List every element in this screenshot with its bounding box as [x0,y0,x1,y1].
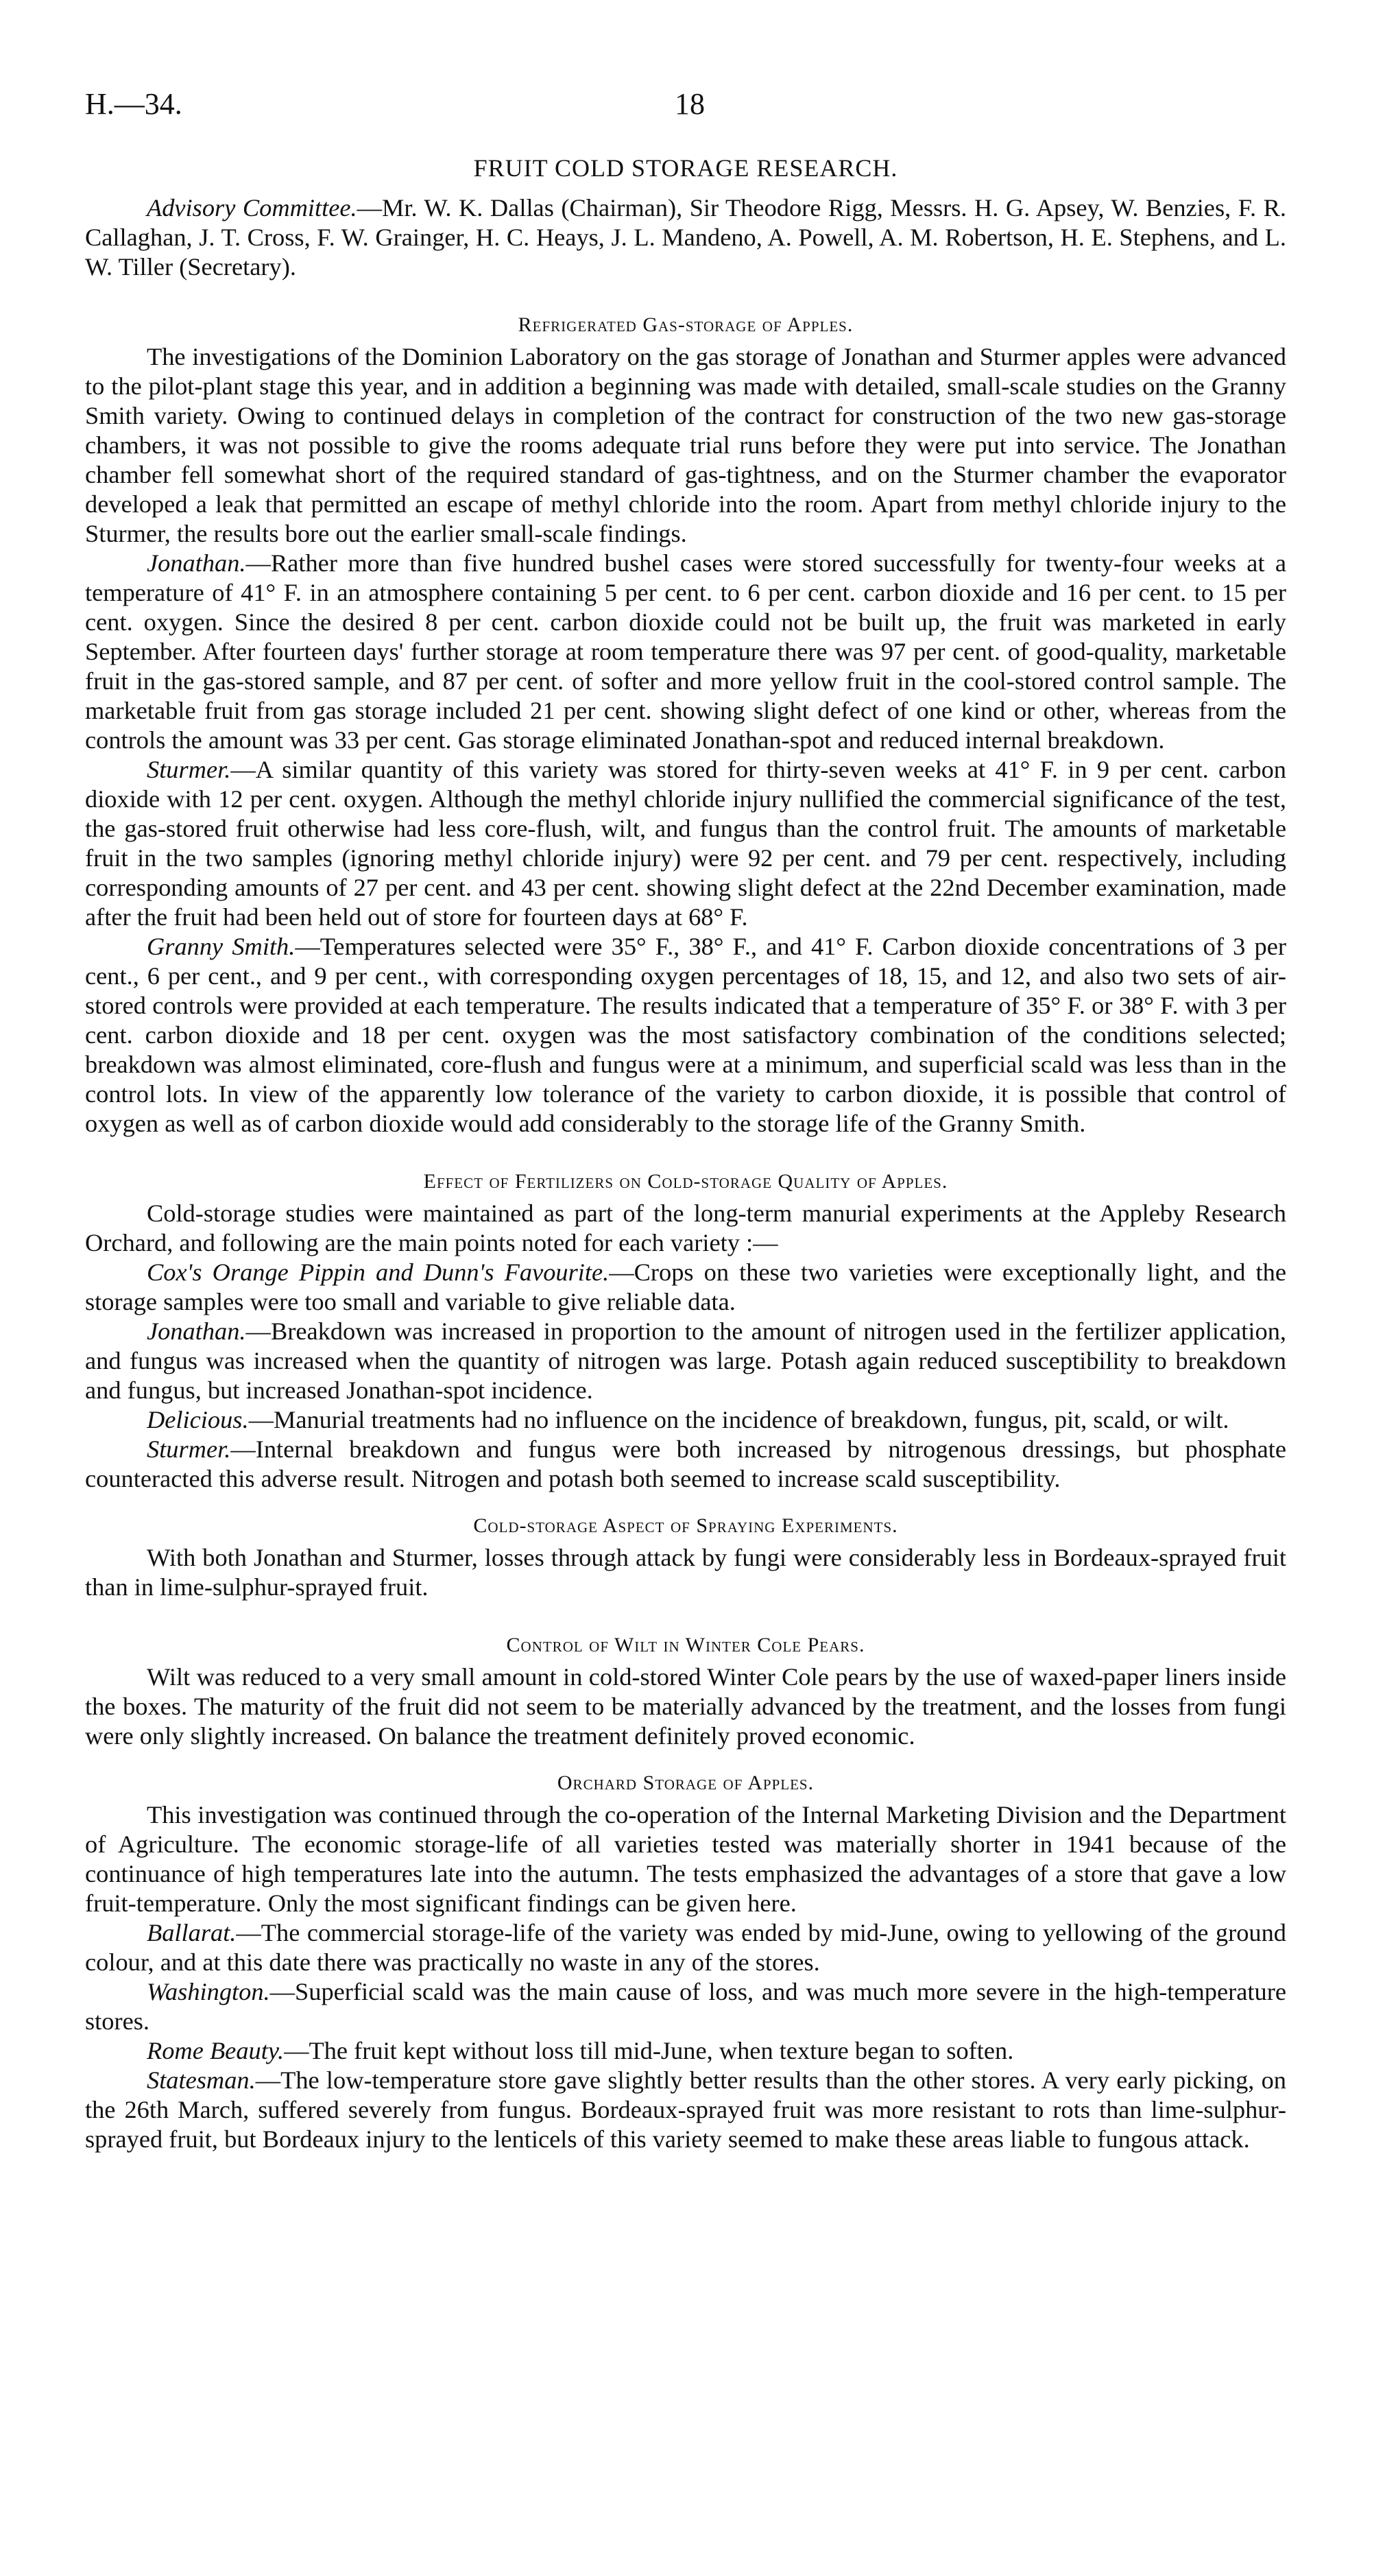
paragraph-text: —The fruit kept without loss till mid-June, when texture began to soften. [284,2037,1014,2064]
running-head [85,75,1286,130]
page [85,75,1286,2154]
paragraph [85,1543,1286,1602]
paragraph-lead: Delicious. [147,1406,249,1433]
paragraph-lead: Jonathan. [147,549,246,577]
section-heading: Refrigerated Gas-storage of Apples. [518,313,854,336]
page-number: 18 [675,87,705,121]
paragraph [85,1317,1286,1405]
paragraph [85,1662,1286,1751]
document-reference: H.—34. [85,87,182,121]
paragraph-text: The investigations of the Dominion Laboratory on the gas storage of Jonathan and Sturmer apples were advanced to the pilot-plant stage this year, and in addition a beginning was made with detailed, small-scale studies on the Granny Smith variety. Owing to continued delays in completion of the contract for construction of the two new gas-storage chambers, it was not possible to give the rooms adequate trial runs before they were put into service. The Jonathan chamber fell somewhat short of the required standard of gas-tightness, and on the Sturmer chamber the evaporator developed a leak that permitted an escape of methyl chloride into the room. Apart from methyl chloride injury to the Sturmer, the results bore out the earlier small-scale findings. [85,343,1286,547]
paragraph-text: —Rather more than five hundred bushel cases were stored successfully for twenty-four weeks at a temperature of 41° F. in an atmosphere containing 5 per cent. to 6 per cent. carbon dioxide and 16 per cent. to 15 per cent. oxygen. Since the desired 8 per cent. carbon dioxide could not be built up, the fruit was marketed in early September. After fourteen days' further storage at room temperature there was 97 per cent. of good-quality, marketable fruit in the gas-stored sample, and 87 per cent. of softer and more yellow fruit in the cool-stored control sample. The marketable fruit from gas storage included 21 per cent. showing slight defect of one kind or other, whereas from the controls the amount was 33 per cent. Gas storage eliminated Jonathan-spot and reduced internal breakdown. [85,549,1286,754]
paragraph-text: With both Jonathan and Sturmer, losses through attack by fungi were considerably less in Bordeaux-sprayed fruit than in lime-sulphur-sprayed fruit. [85,1544,1286,1601]
paragraph [85,549,1286,755]
paragraph-lead: Sturmer. [147,756,231,783]
paragraph [85,1800,1286,1918]
paragraph-lead: Jonathan. [147,1317,246,1345]
paragraph-text: Wilt was reduced to a very small amount in cold-stored Winter Cole pears by the use of waxed-paper liners inside the boxes. The maturity of the fruit did not seem to be materially advanced by the treatment, and the losses from fungi were only slightly increased. On balance the treatment definitely proved economic. [85,1663,1286,1750]
paragraph [85,1435,1286,1494]
paragraph-text: —Manurial treatments had no influence on the incidence of breakdown, fungus, pit, scald, or wilt. [248,1406,1229,1433]
paragraph-text: —The low-temperature store gave slightly better results than the other stores. A very early picking, on the 26th March, suffered severely from fungus. Bordeaux-sprayed fruit was more resistant to rots than lime-sulphur-sprayed fruit, but Bordeaux injury to the lenticels of this variety seemed to make these areas liable to fungous attack. [85,2066,1286,2153]
paragraph-text: Cold-storage studies were maintained as part of the long-term manurial experiments at the Appleby Research Orchard, and following are the main points noted for each variety :— [85,1200,1286,1256]
paragraph-text: —A similar quantity of this variety was stored for thirty-seven weeks at 41° F. in 9 per cent. carbon dioxide with 12 per cent. oxygen. Although the methyl chloride injury nullified the commercial significance of the test, the gas-stored fruit otherwise had less core-flush, wilt, and fungus than the control fruit. The amounts of marketable fruit in the two samples (ignoring methyl chloride injury) were 92 per cent. and 79 per cent. respectively, including corresponding amounts of 27 per cent. and 43 per cent. showing slight defect at the 22nd December examination, made after the fruit had been held out of store for fourteen days at 68° F. [85,756,1286,931]
paragraph [85,342,1286,549]
paragraph [85,755,1286,932]
paragraph-text: —Temperatures selected were 35° F., 38° F., and 41° F. Carbon dioxide concentrations of 3 per cent., 6 per cent., and 9 per cent., with corresponding oxygen percentages of 18, 15, and 12, and also two sets of air-stored controls were provided at each temperature. The results indicated that a temperature of 35° F. or 38° F. with 3 per cent. carbon dioxide and 18 per cent. oxygen was the most satisfactory combination of the conditions selected; breakdown was almost eliminated, core-flush and fungus were at a minimum, and superficial scald was less than in the control lots. In view of the apparently low tolerance of the variety to carbon dioxide, it is possible that control of oxygen as well as of carbon dioxide would add considerably to the storage life of the Granny Smith. [85,933,1286,1137]
paragraph-lead: Cox's Orange Pippin and Dunn's Favourite. [147,1259,610,1286]
paragraph-text: —Superficial scald was the main cause of loss, and was much more severe in the high-temperature stores. [85,1978,1286,2035]
paragraph [85,1199,1286,1258]
section-heading: Control of Wilt in Winter Cole Pears. [506,1634,865,1656]
paragraph-lead: Advisory Committee. [147,194,357,222]
paragraph-lead: Washington. [147,1978,270,2005]
paragraph-lead: Statesman. [147,2066,256,2094]
page-title: FRUIT COLD STORAGE RESEARCH. [473,154,898,182]
committee-paragraph [85,193,1286,282]
paragraph [85,1405,1286,1435]
section-heading: Orchard Storage of Apples. [557,1772,815,1794]
paragraph-lead: Ballarat. [147,1919,237,1946]
paragraph-lead: Sturmer. [147,1435,231,1463]
paragraph [85,1977,1286,2036]
paragraph-text: —Internal breakdown and fungus were both increased by nitrogenous dressings, but phosphate counteracted this adverse result. Nitrogen and potash both seemed to increase scald susceptibility. [85,1435,1286,1492]
paragraph [85,1258,1286,1317]
section-heading: Cold-storage Aspect of Spraying Experiments. [473,1514,898,1537]
paragraph-text: —Mr. W. K. Dallas (Chairman), Sir Theodore Rigg, Messrs. H. G. Apsey, W. Benzies, F. R. Callaghan, J. T. Cross, F. W. Grainger, H. C. Heays, J. L. Mandeno, A. Powell, A. M. Robertson, H. E. Stephens, and L. W. Tiller (Secretary). [85,194,1286,281]
paragraph-text: —Breakdown was increased in proportion to the amount of nitrogen used in the fertilizer application, and fungus was increased when the quantity of nitrogen was large. Potash again reduced susceptibility to breakdown and fungus, but increased Jonathan-spot incidence. [85,1317,1286,1404]
paragraph-text: This investigation was continued through the co-operation of the Internal Marketing Division and the Department of Agriculture. The economic storage-life of all varieties tested was materially shorter in 1941 because of the continuance of high temperatures late into the autumn. The tests emphasized the advantages of a store that gave a low fruit-temperature. Only the most significant findings can be given here. [85,1801,1286,1917]
paragraph [85,932,1286,1138]
paragraph-lead: Granny Smith. [147,933,296,960]
paragraph-lead: Rome Beauty. [147,2037,285,2064]
section-heading: Effect of Fertilizers on Cold-storage Quality of Apples. [423,1170,948,1193]
paragraph [85,2066,1286,2154]
paragraph-text: —Crops on these two varieties were exceptionally light, and the storage samples were too small and variable to give reliable data. [85,1259,1286,1315]
paragraph [85,2036,1286,2066]
paragraph-text: —The commercial storage-life of the variety was ended by mid-June, owing to yellowing of the ground colour, and at this date there was practically no waste in any of the stores. [85,1919,1286,1976]
paragraph [85,1918,1286,1977]
